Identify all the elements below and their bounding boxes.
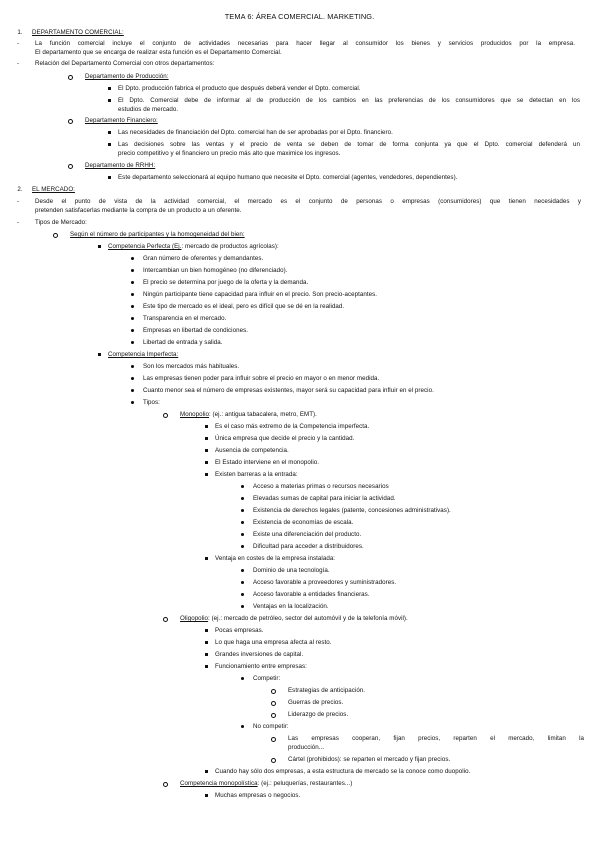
line-text: Dificultad para acceder a distribuidores. <box>253 543 364 550</box>
line-text: El precio se determina por juego de la oferta y la demanda. <box>143 279 309 286</box>
line-text: El Dpto. producción fabrica el producto que después deberá vender el Dpto. comercial. <box>118 85 361 92</box>
circle-bullet-icon <box>68 119 73 124</box>
circle-bullet-icon <box>271 713 276 718</box>
line-text: Acceso favorable a proveedores y suministradores. <box>253 579 397 586</box>
line-text: Tipos: <box>143 399 160 406</box>
dot-bullet-icon <box>241 677 244 680</box>
line-text: Cuanto menor sea el número de empresas existentes, mayor será su capacidad para influir en el precio. <box>143 387 434 394</box>
circle-bullet-icon <box>271 689 276 694</box>
circle-bullet-icon <box>163 782 168 787</box>
dot-bullet-icon <box>131 329 134 332</box>
square-bullet-icon <box>108 131 111 134</box>
line-text: Este tipo de mercado es el ideal, pero es difícil que se dé en la realidad. <box>143 303 345 310</box>
line-text: Existe una diferenciación del producto. <box>253 531 362 538</box>
line-text: La función comercial incluye el conjunto de actividades necesarias para hacer llegar al consumidor los bienes y servicios producidos por la empresa. <box>35 40 575 47</box>
square-bullet-icon <box>108 87 111 90</box>
line-text: Dominio de una tecnología. <box>253 567 330 574</box>
line-text: Existencia de economías de escala. <box>253 519 354 526</box>
heading-rest: : (ej.: peluquerías, restaurantes...) <box>257 780 353 787</box>
line-text: estudios de mercado. <box>118 106 179 113</box>
line-text <box>180 615 408 623</box>
circle-bullet-icon <box>271 737 276 742</box>
underlined-heading: Monopolio <box>180 411 210 418</box>
underlined-heading: Oligopolio <box>180 615 209 622</box>
dot-bullet-icon <box>131 389 134 392</box>
page-title: TEMA 6: ÁREA COMERCIAL. MARKETING. <box>224 12 375 21</box>
line-text: Cuando hay sólo dos empresas, a esta estructura de mercado se la conoce como duopolio. <box>215 768 471 775</box>
line-text: Competir: <box>253 675 281 682</box>
line-text: Guerras de precios. <box>288 699 344 706</box>
line-text: El departamento que se encarga de realizar esta función es el Departamento Comercial. <box>35 49 282 56</box>
line-text: Las necesidades de financiación del Dpto. comercial han de ser aprobadas por el Dpto. financiero. <box>118 129 393 136</box>
dash-bullet-icon: - <box>16 219 20 226</box>
square-bullet-icon <box>205 425 208 428</box>
square-bullet-icon <box>205 473 208 476</box>
square-bullet-icon <box>98 353 101 356</box>
line-text: Muchas empresas o negocios. <box>215 792 301 799</box>
line-text: Transparencia en el mercado. <box>143 315 227 322</box>
line-text <box>32 186 75 194</box>
square-bullet-icon <box>108 176 111 179</box>
square-bullet-icon <box>205 770 208 773</box>
line-text: Funcionamiento entre empresas: <box>215 663 307 670</box>
dot-bullet-icon <box>241 725 244 728</box>
square-bullet-icon <box>205 629 208 632</box>
circle-bullet-icon <box>271 758 276 763</box>
line-text: Existen barreras a la entrada: <box>215 471 298 478</box>
section-number: 2. <box>17 186 23 193</box>
line-text: Lo que haga una empresa afecta al resto. <box>215 639 332 646</box>
circle-bullet-icon <box>271 701 276 706</box>
underlined-heading: Según el número de participantes y la homogeneidad del bien: <box>70 231 245 238</box>
dot-bullet-icon <box>241 533 244 536</box>
line-text: Única empresa que decide el precio y la cantidad. <box>215 435 355 442</box>
line-text: El Estado interviene en el monopolio. <box>215 459 320 466</box>
line-text: Ventajas en la localización. <box>253 603 329 610</box>
line-text: Acceso favorable a entidades financieras. <box>253 591 370 598</box>
circle-bullet-icon <box>53 233 58 238</box>
line-text: Son los mercados más habituales. <box>143 363 240 370</box>
dot-bullet-icon <box>131 377 134 380</box>
line-text: Ausencia de competencia. <box>215 447 289 454</box>
dot-bullet-icon <box>241 593 244 596</box>
dot-bullet-icon <box>131 257 134 260</box>
square-bullet-icon <box>205 449 208 452</box>
line-text: Relación del Departamento Comercial con otros departamentos: <box>35 60 215 67</box>
heading-rest: : (ej.: antigua tabacalera, metro, EMT). <box>209 411 317 418</box>
line-text: No competir: <box>253 723 289 730</box>
heading-rest: : mercado de productos agrícolas): <box>181 243 279 250</box>
line-text: Grandes inversiones de capital. <box>215 651 304 658</box>
line-text: Tipos de Mercado: <box>35 219 87 226</box>
line-text <box>32 29 124 37</box>
line-text <box>85 162 155 170</box>
line-text <box>108 351 178 359</box>
dot-bullet-icon <box>131 401 134 404</box>
line-text: Existencia de derechos legales (patente, concesiones administrativas). <box>253 507 451 514</box>
square-bullet-icon <box>108 143 111 146</box>
line-text <box>70 231 245 239</box>
dot-bullet-icon <box>131 365 134 368</box>
line-text <box>108 243 279 251</box>
line-text <box>85 73 169 81</box>
line-text: Ventaja en costes de la empresa instalada: <box>215 555 336 562</box>
section-number: 1. <box>17 29 23 36</box>
dot-bullet-icon <box>241 509 244 512</box>
dot-bullet-icon <box>131 269 134 272</box>
square-bullet-icon <box>108 99 111 102</box>
line-text <box>180 411 317 419</box>
line-text: Empresas en libertad de condiciones. <box>143 327 248 334</box>
circle-bullet-icon <box>68 164 73 169</box>
line-text: Cártel (prohibidos): se reparten el mercado y fijan precios. <box>288 756 451 763</box>
dash-bullet-icon: - <box>16 60 20 67</box>
underlined-heading: EL MERCADO: <box>32 186 75 193</box>
line-text: Pocas empresas. <box>215 627 264 634</box>
square-bullet-icon <box>205 653 208 656</box>
square-bullet-icon <box>205 641 208 644</box>
underlined-heading: Competencia monopolística <box>180 780 258 787</box>
dot-bullet-icon <box>241 521 244 524</box>
dot-bullet-icon <box>131 317 134 320</box>
square-bullet-icon <box>205 461 208 464</box>
dot-bullet-icon <box>241 605 244 608</box>
line-text: Las empresas tienen poder para influir sobre el precio en mayor o en menor medida. <box>143 375 380 382</box>
dot-bullet-icon <box>131 341 134 344</box>
dot-bullet-icon <box>241 485 244 488</box>
underlined-heading: Departamento de RRHH: <box>85 162 156 169</box>
line-text <box>85 117 158 125</box>
underlined-heading: Competencia Imperfecta: <box>108 351 179 358</box>
line-text <box>180 780 352 788</box>
dot-bullet-icon <box>241 497 244 500</box>
line-text: El Dpto. Comercial debe de informar al de producción de los cambios en las preferencias de los consumidores que se detectan en los <box>118 97 580 104</box>
square-bullet-icon <box>205 557 208 560</box>
line-text: Elevadas sumas de capital para iniciar la actividad. <box>253 495 396 502</box>
dot-bullet-icon <box>241 569 244 572</box>
line-text: Intercambian un bien homogéneo (no diferenciado). <box>143 267 288 274</box>
square-bullet-icon <box>98 245 101 248</box>
line-text: Las decisiones sobre las ventas y el precio de venta se deben de tomar de forma conjunta ya que el Dpto. comercial defenderá un <box>118 141 580 148</box>
line-text: Libertad de entrada y salida. <box>143 339 223 346</box>
underlined-heading: DEPARTAMENTO COMERCIAL: <box>32 29 124 36</box>
dot-bullet-icon <box>241 581 244 584</box>
dot-bullet-icon <box>131 293 134 296</box>
line-text: Desde el punto de vista de la actividad comercial, el mercado es el conjunto de personas o empresas (consumidores) que tienen necesidades y <box>35 198 581 205</box>
line-text: Estrategias de anticipación. <box>288 687 366 694</box>
dash-bullet-icon: - <box>16 40 20 47</box>
underlined-heading: Competencia Perfecta (Ej. <box>108 243 182 250</box>
line-text: Este departamento seleccionará al equipo humano que necesite el Dpto. comercial (agentes, vendedores, dependientes). <box>118 174 458 181</box>
square-bullet-icon <box>205 794 208 797</box>
dot-bullet-icon <box>131 305 134 308</box>
underlined-heading: Departamento Financiero: <box>85 117 158 124</box>
square-bullet-icon <box>205 437 208 440</box>
dash-bullet-icon: - <box>16 198 20 205</box>
line-text: Ningún participante tiene capacidad para influir en el precio. Son precio-aceptantes. <box>143 291 378 298</box>
underlined-heading: Departamento de Producción: <box>85 73 169 80</box>
line-text: Las empresas cooperan, fijan precios, reparten el mercado, limitan la <box>288 735 584 742</box>
circle-bullet-icon <box>163 617 168 622</box>
line-text: Gran número de oferentes y demandantes. <box>143 255 264 262</box>
dot-bullet-icon <box>131 281 134 284</box>
line-text: producción... <box>288 744 325 751</box>
heading-rest: : (ej.: mercado de petróleo, sector del automóvil y de la telefonía móvil). <box>208 615 408 622</box>
circle-bullet-icon <box>163 413 168 418</box>
line-text: Es el caso más extremo de la Competencia imperfecta. <box>215 423 370 430</box>
square-bullet-icon <box>205 665 208 668</box>
line-text: Acceso a materias primas o recursos necesarios <box>253 483 389 490</box>
line-text: pretenden satisfacerlas mediante la compra de un producto a un oferente. <box>35 207 242 214</box>
line-text: precio competitivo y el financiero un precio más alto que maximice los ingresos. <box>118 150 341 157</box>
dot-bullet-icon <box>241 545 244 548</box>
circle-bullet-icon <box>68 75 73 80</box>
line-text: Liderazgo de precios. <box>288 711 349 718</box>
